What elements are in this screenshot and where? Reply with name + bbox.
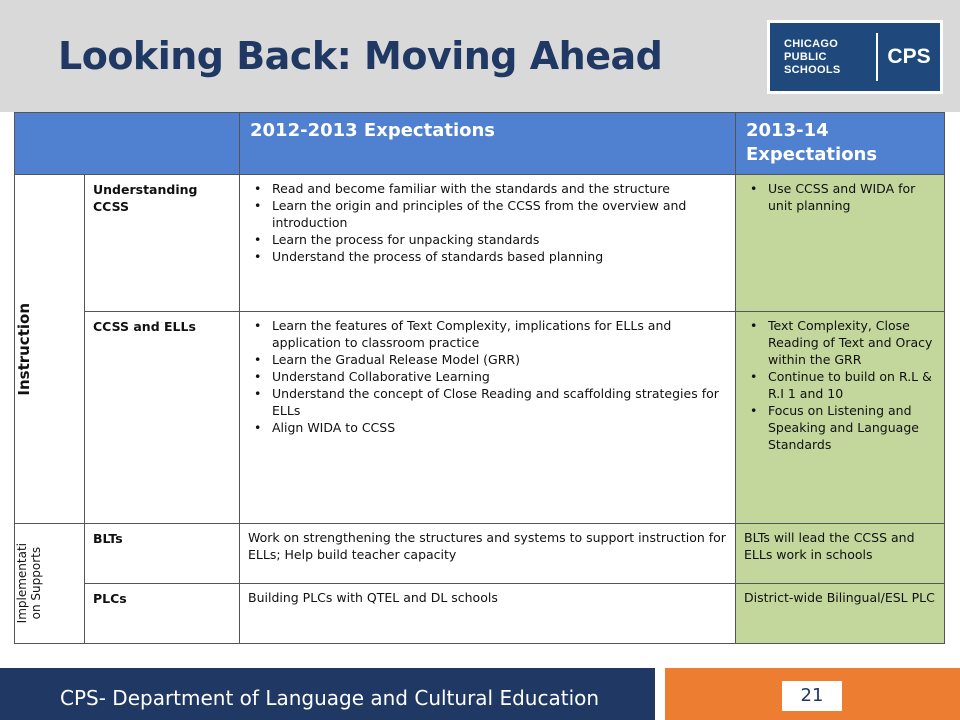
cps-logo xyxy=(767,20,943,94)
table-header-row xyxy=(15,113,945,175)
page-number: 21 xyxy=(782,681,842,711)
table-row xyxy=(15,584,945,644)
expectations-table xyxy=(14,112,945,644)
expectations-2013-cell xyxy=(736,312,945,524)
topic-cell: CCSS and ELLs xyxy=(85,312,240,524)
logo-line: SCHOOLS xyxy=(784,63,841,76)
bullet-item: • Align WIDA to CCSS xyxy=(272,419,729,436)
cell-text: Building PLCs with QTEL and DL schools xyxy=(248,590,498,605)
topic-cell: PLCs xyxy=(85,584,240,644)
header-cell-2012: 2012-2013 Expectations xyxy=(240,113,736,175)
header-cell-blank xyxy=(15,113,240,175)
cell-text: Work on strengthening the structures and systems to support instruction for ELLs; Help build teacher capacity xyxy=(248,530,726,562)
table-row xyxy=(15,524,945,584)
category-label xyxy=(15,543,43,623)
expectations-2012-cell xyxy=(240,175,736,312)
bullet-item: • Understand the process of standards based planning xyxy=(272,248,729,265)
expectations-2012-cell xyxy=(240,312,736,524)
category-label-line: on Supports xyxy=(29,547,43,620)
category-label: Instruction xyxy=(15,302,33,396)
bullet-item: • Understand the concept of Close Reading and scaffolding strategies for ELLs xyxy=(272,385,729,419)
logo-wordmark xyxy=(770,38,874,77)
bullet-item: • Continue to build on R.L & R.I 1 and 10 xyxy=(768,368,938,402)
table-row xyxy=(15,175,945,312)
table-row xyxy=(15,312,945,524)
cell-text: District-wide Bilingual/ESL PLC xyxy=(744,590,935,605)
bullet-item: • Learn the origin and principles of the CCSS from the overview and introduction xyxy=(272,197,729,231)
logo-abbreviation: CPS xyxy=(887,45,931,68)
topic-cell: BLTs xyxy=(85,524,240,584)
expectations-2013-cell xyxy=(736,584,945,644)
category-implementation-supports xyxy=(15,524,85,644)
expectations-2013-cell xyxy=(736,175,945,312)
slide-title: Looking Back: Moving Ahead xyxy=(58,34,663,78)
bullet-item: • Understand Collaborative Learning xyxy=(272,368,729,385)
footer-department: CPS- Department of Language and Cultural Education xyxy=(60,686,600,710)
logo-line: PUBLIC xyxy=(784,50,827,63)
expectations-2012-cell xyxy=(240,584,736,644)
category-instruction xyxy=(15,175,85,524)
category-label-line: Implementati xyxy=(15,543,29,624)
bullet-item: • Learn the Gradual Release Model (GRR) xyxy=(272,351,729,368)
bullet-item: • Use CCSS and WIDA for unit planning xyxy=(768,180,938,214)
topic-cell: Understanding CCSS xyxy=(85,175,240,312)
bullet-item: • Learn the features of Text Complexity, implications for ELLs and application to classroom practice xyxy=(272,317,729,351)
bullet-item: • Focus on Listening and Speaking and Language Standards xyxy=(768,402,938,453)
header-cell-2013: 2013-14 Expectations xyxy=(736,113,945,175)
cell-text: BLTs will lead the CCSS and ELLs work in schools xyxy=(744,530,915,562)
bullet-item: • Read and become familiar with the standards and the structure xyxy=(272,180,729,197)
bullet-item: • Text Complexity, Close Reading of Text and Oracy within the GRR xyxy=(768,317,938,368)
expectations-2013-cell xyxy=(736,524,945,584)
bullet-item: • Learn the process for unpacking standards xyxy=(272,231,729,248)
expectations-2012-cell xyxy=(240,524,736,584)
logo-line: CHICAGO xyxy=(784,37,839,50)
